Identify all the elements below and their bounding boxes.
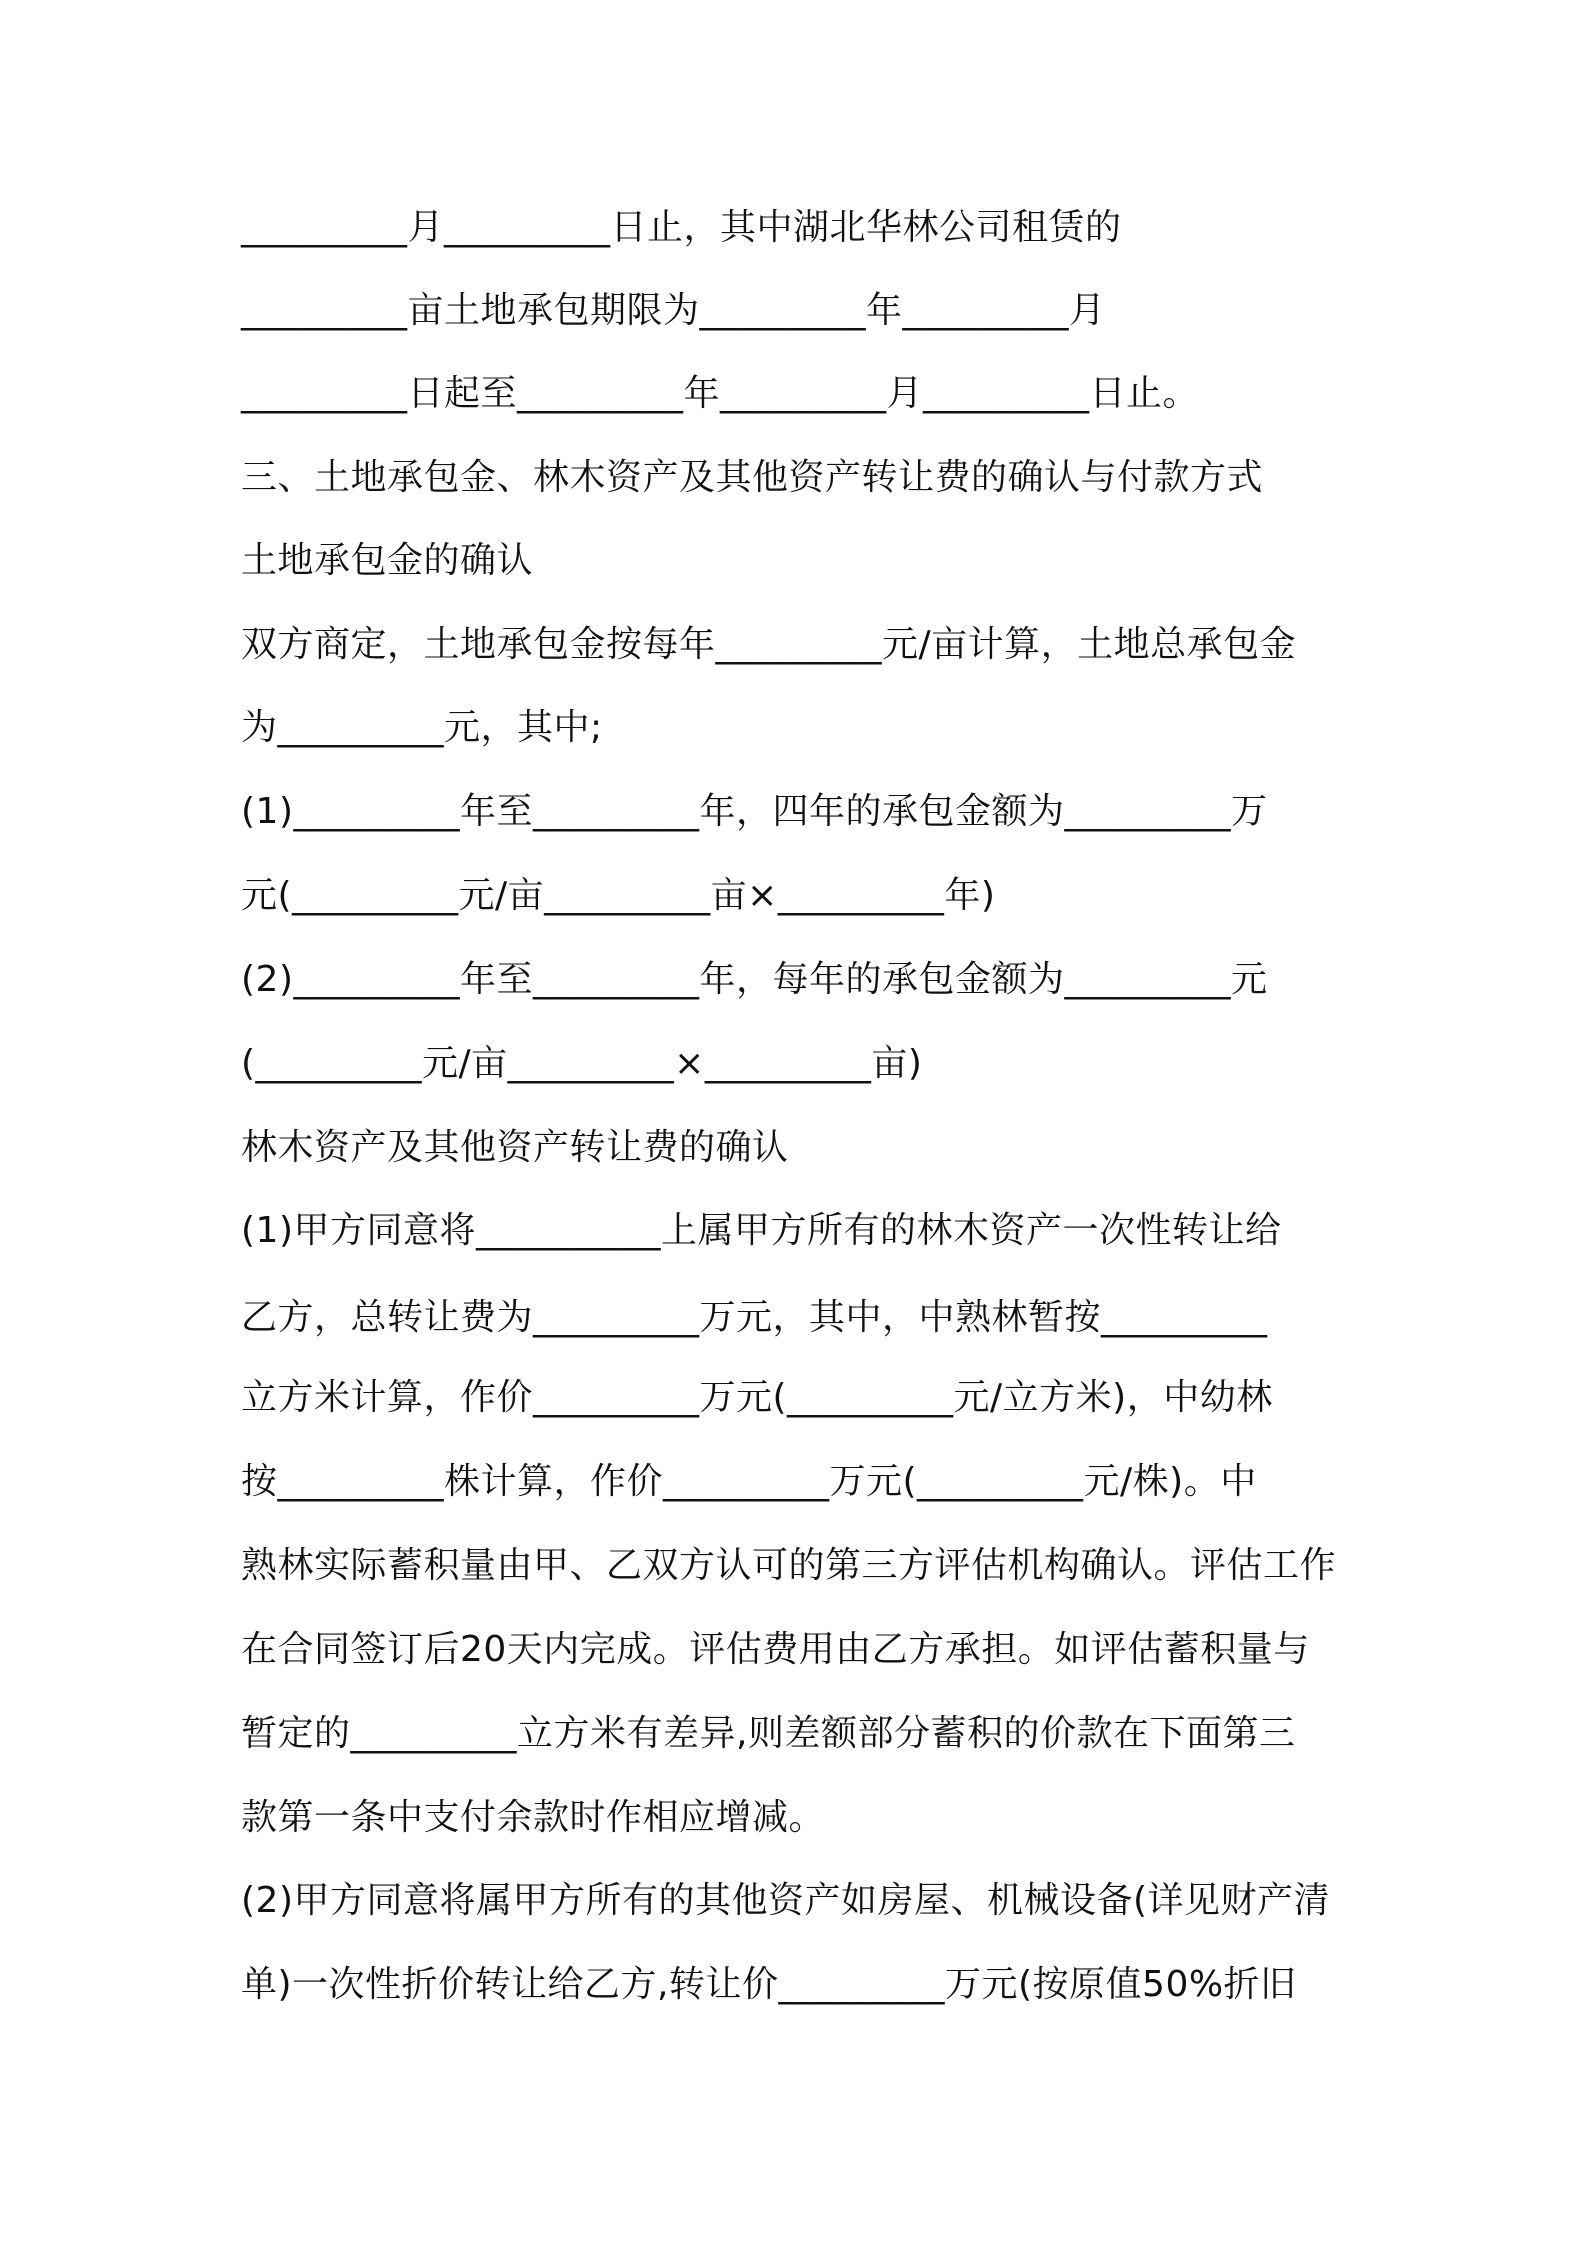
text-line: 立方米计算，作价_________万元(_________元/立方米)，中幼林 — [241, 1377, 1273, 1418]
text-line: (2)甲方同意将属甲方所有的其他资产如房屋、机械设备(详见财产清 — [241, 1880, 1331, 1921]
subsection-heading: 林木资产及其他资产转让费的确认 — [241, 1127, 789, 1168]
section-heading: 三、土地承包金、林木资产及其他资产转让费的确认与付款方式 — [241, 457, 1264, 498]
text-line: 熟林实际蓄积量由甲、乙双方认可的第三方评估机构确认。评估工作 — [241, 1545, 1337, 1586]
text-line: 按_________株计算，作价_________万元(_________元/株)。中 — [241, 1461, 1257, 1502]
text-line: 暂定的_________立方米有差异,则差额部分蓄积的价款在下面第三 — [241, 1713, 1296, 1754]
text-line: 在合同签订后20天内完成。评估费用由乙方承担。如评估蓄积量与 — [241, 1629, 1310, 1670]
text-line: 元(_________元/亩_________亩×_________年) — [241, 875, 996, 916]
subsection-heading: 土地承包金的确认 — [241, 540, 534, 581]
text-line: _________亩土地承包期限为_________年_________月 — [241, 290, 1106, 331]
text-line: _________月_________日止，其中湖北华林公司租赁的 — [241, 207, 1122, 248]
text-line: _________日起至_________年_________月_________日止。 — [241, 373, 1200, 414]
text-line: 乙方，总转让费为_________万元，其中，中熟林暂按_________ — [241, 1297, 1268, 1338]
text-line: 款第一条中支付余款时作相应增减。 — [241, 1797, 826, 1838]
text-line: 为_________元，其中; — [241, 707, 603, 748]
text-line: 单)一次性折价转让给乙方,转让价_________万元(按原值50%折旧 — [241, 1964, 1297, 2005]
text-line: (2)_________年至_________年，每年的承包金额为_________元 — [241, 959, 1268, 1000]
text-line: (1)甲方同意将__________上属甲方所有的林木资产一次性转让给 — [241, 1210, 1282, 1251]
text-line: (1)_________年至_________年，四年的承包金额为_________万 — [241, 791, 1268, 832]
text-line: (_________元/亩_________×_________亩) — [241, 1043, 923, 1084]
text-line: 双方商定，土地承包金按每年_________元/亩计算，土地总承包金 — [241, 624, 1297, 665]
